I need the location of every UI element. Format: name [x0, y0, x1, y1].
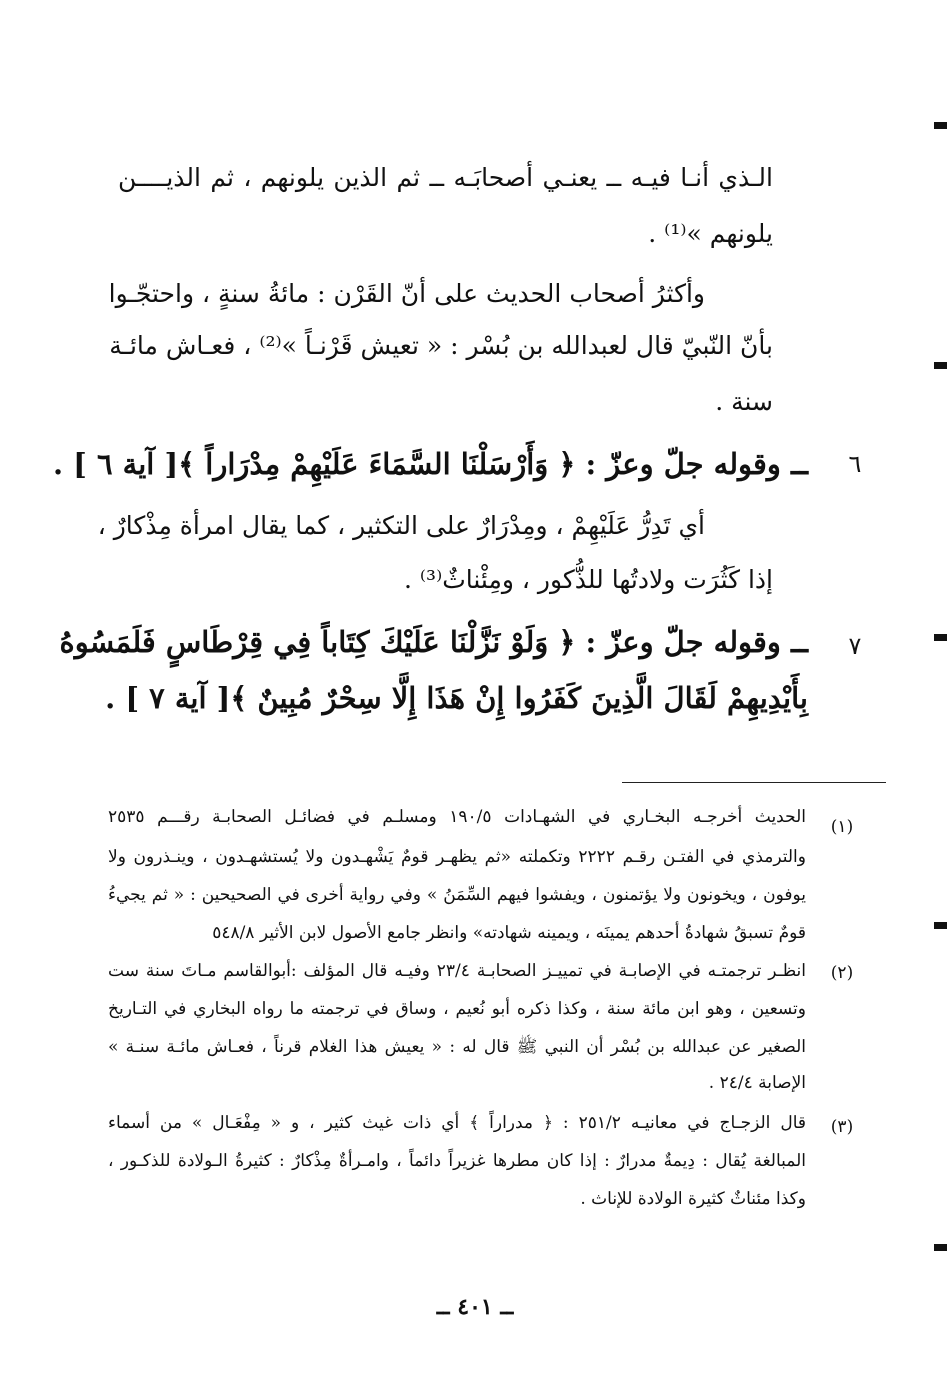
verse-6-heading: ــ وقوله جلّ وعزّ : ﴿ وَأَرْسَلْنَا السَّمَاءَ عَلَيْهِمْ مِدْرَاراً ﴾[ آية ٦ ] . [52, 447, 808, 481]
footnote-3-line-2: المبالغة يُقال : دِيمةٌ مدرارٌ : إذا كان مطرها غزيراً دائماً ، وامـرأةٌ مِذْكارٌ : كثيرةُ الـولادة للذكـور ، [108, 1151, 806, 1171]
footnote-1-line-4: قومٌ تسبقُ شهادةُ أحدهم يمينَه ، ويمينه شهادته» وانظر جامع الأصول لابن الأثير ٥٤٨/٨ [212, 923, 806, 943]
footnote-1-line-1: الحديث أخرجـه البخـاري في الشهـادات ١٩٠/٥ ومسلـم في فضائـل الصحابـة رقـــم ٢٥٣٥ [108, 807, 806, 827]
footnote-3-line-3: وكذا مئناثٌ كثيرة الولادة للإناث . [580, 1189, 806, 1209]
body-line-1: الـذي أنـا فيـه ــ يعنـي أصحابَـه ــ ثم الذين يلونهم ، ثم الذيــــن [118, 163, 773, 192]
explanation-line-1: أي تَدِرُّ عَلَيْهِمْ ، ومِدْرَارٌ على التكثير ، كما يقال امرأة مِذْكارٌ ، [97, 511, 705, 540]
footnote-2-line-4: الإصابة ٢٤/٤ . [708, 1073, 806, 1093]
footnote-2-line-3: الصغير عن عبدالله بن بُسْر أن النبي ﷺ قال له : « يعيش هذا الغلام قرناً ، فعـاش مائـة سنـة » [108, 1037, 806, 1057]
body-line-5: سنة . [715, 387, 773, 416]
scan-edge-mark [934, 1244, 947, 1251]
scan-edge-mark [934, 362, 947, 369]
verse-number-7: ٧ [848, 632, 862, 660]
scan-edge-mark [934, 634, 947, 641]
footnote-3-number: (٣) [830, 1117, 854, 1137]
footnote-1-line-2: والترمذي في الفتـن رقـم ٢٢٢٢ وتكملته «ثم يظهـر قومٌ يَشْهـدون ولا يُستشهـدون ، وينـذرون ولا [108, 847, 806, 867]
footnote-1-line-3: يوفون ، ويخونون ولا يؤتمنون ، ويفشوا فيهم السِّمَنُ » وفي رواية أخرى في الصحيحين : « ثم يجيءُ [108, 885, 806, 905]
footnote-1-number: (١) [830, 817, 854, 837]
body-line-3: وأكثرُ أصحاب الحديث على أنّ القَرْن : مائةُ سنةٍ ، واحتجّـوا [108, 279, 705, 308]
verse-7-line-1: ــ وقوله جلّ وعزّ : ﴿ وَلَوْ نَزَّلْنَا عَلَيْكَ كِتَاباً فِي قِرْطَاسٍ فَلَمَسُوهُ [59, 625, 808, 659]
footnote-2-line-1: انظـر ترجمتـه في الإصابـة في تمييـز الصحابـة ٢٣/٤ وفيـه قال المؤلف :أبوالقاسم مـاتَ سنة ست [108, 961, 806, 981]
scan-edge-mark [934, 122, 947, 129]
page-number: ــ ٤٠١ ــ [436, 1294, 514, 1320]
explanation-line-2: إذا كَثُرَت ولادتُها للذُّكور ، ومِئْناثٌ⁽³⁾ . [404, 565, 773, 594]
footnote-separator [622, 782, 886, 783]
footnote-2-number: (٢) [830, 963, 854, 983]
verse-number-6: ٦ [848, 450, 862, 478]
body-line-4: بأنّ النّبيّ قال لعبدالله بن بُسْر : « تعيش قَرْنـاً »⁽²⁾ ، فعـاش مائـة [109, 331, 773, 360]
footnote-2-line-2: وتسعين ، وهو ابن مائة سنة ، وكذا ذكره أبو نُعيم ، وساق في ترجمته ما رواه البخاري في التـاريخ [108, 999, 806, 1019]
footnote-3-line-1: قال الزجـاج في معانيـه ٢٥١/٢ : ﴿ مدراراً ﴾ أي ذات غيث كثير ، و « مِفْعَـال » من أسماء [108, 1113, 807, 1133]
scan-edge-mark [934, 922, 947, 929]
body-line-2: يلونهم »⁽¹⁾ . [648, 219, 773, 248]
verse-7-line-2: بِأَيْدِيهِمْ لَقَالَ الَّذِينَ كَفَرُوا إِنْ هَذَا إِلَّا سِحْرٌ مُبِينٌ ﴾[ آية ٧ ] . [105, 681, 808, 715]
